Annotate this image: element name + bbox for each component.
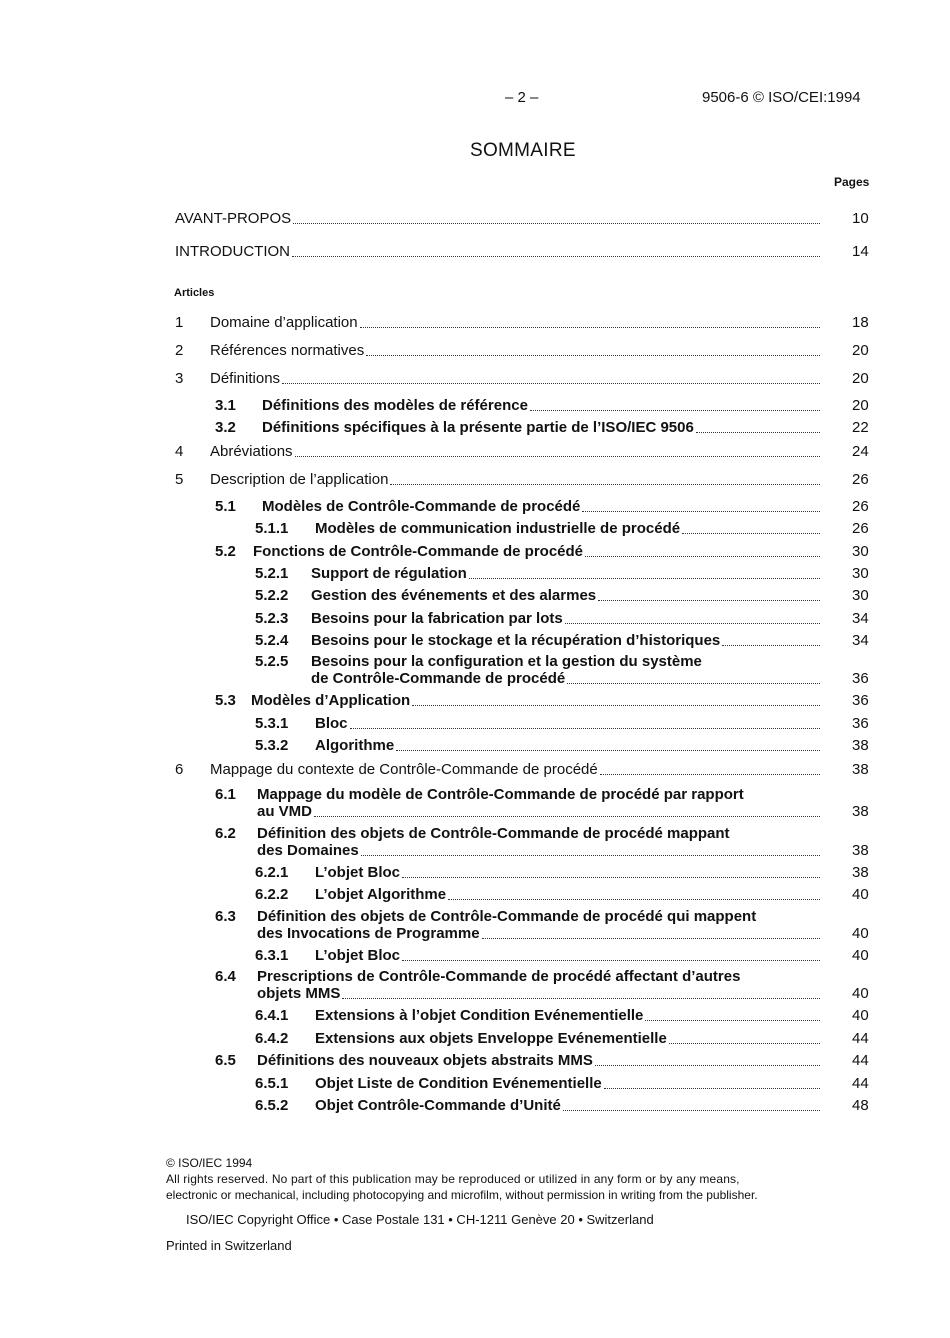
toc-entry-title: Algorithme [315, 737, 395, 754]
toc-entry-number: 6.2.2 [255, 886, 289, 903]
toc-entry[interactable] [0, 1097, 880, 1115]
dot-leader [567, 670, 820, 684]
toc-entry-page: 38 [852, 842, 869, 859]
toc-entry-number: 2 [175, 342, 184, 359]
dot-leader [292, 243, 820, 257]
toc-entry-page: 22 [852, 419, 869, 436]
toc-entry[interactable] [0, 419, 880, 437]
toc-entry-line [257, 968, 826, 986]
toc-entry-number: 5.2.5 [255, 653, 289, 670]
toc-entry-page: 14 [852, 243, 869, 260]
dot-leader [293, 210, 820, 224]
toc-entry-line [257, 908, 826, 926]
toc-entry-number: 6.2.1 [255, 864, 289, 881]
dot-leader [645, 1007, 820, 1021]
toc-entry-page: 30 [852, 565, 869, 582]
dot-leader [604, 1075, 820, 1089]
toc-entry-title: Prescriptions de Contrôle-Commande de procédé affectant d’autres [257, 968, 741, 985]
page-title: SOMMAIRE [470, 140, 576, 161]
toc-entry-page: 44 [852, 1030, 869, 1047]
toc-entry[interactable] [0, 737, 880, 755]
toc-entry-number: 5.3.2 [255, 737, 289, 754]
toc-entry-page: 44 [852, 1052, 869, 1069]
toc-entry[interactable] [0, 632, 880, 650]
toc-entry-page: 26 [852, 471, 869, 488]
toc-entry-number: 6.4.2 [255, 1030, 289, 1047]
dot-leader [595, 1052, 820, 1066]
toc-entry-title: Définitions des modèles de référence [262, 397, 528, 414]
toc-entry-title: Description de l’application [210, 471, 389, 488]
toc-entry-page: 10 [852, 210, 869, 227]
toc-entry-page: 38 [852, 761, 869, 778]
toc-entry-page: 40 [852, 925, 869, 942]
toc-entry-title: Extensions aux objets Enveloppe Evénementielle [315, 1030, 667, 1047]
dot-leader [396, 737, 820, 751]
toc-entry-line [257, 825, 826, 843]
toc-entry[interactable] [0, 1007, 880, 1025]
dot-leader [448, 886, 820, 900]
toc-entry-number: 6.5.2 [255, 1097, 289, 1114]
dot-leader [361, 842, 820, 856]
dot-leader [412, 692, 820, 706]
toc-entry-title-continued: objets MMS [257, 985, 341, 1002]
toc-entry-line [257, 786, 826, 804]
toc-entry-number: 5.2.2 [255, 587, 289, 604]
toc-entry[interactable] [0, 1075, 880, 1093]
toc-entry-page: 38 [852, 737, 869, 754]
toc-entry-number: 5.1.1 [255, 520, 289, 537]
toc-entry[interactable] [0, 886, 880, 904]
dot-leader [669, 1030, 820, 1044]
dot-leader [565, 610, 820, 624]
toc-entry-page: 38 [852, 864, 869, 881]
toc-entry-number: 1 [175, 314, 184, 331]
toc-entry-number: 5.2.3 [255, 610, 289, 627]
printed-in: Printed in Switzerland [166, 1238, 292, 1253]
toc-entry-page: 30 [852, 587, 869, 604]
toc-entry-title: Abréviations [210, 443, 293, 460]
dot-leader [563, 1097, 820, 1111]
toc-entry-title: AVANT-PROPOS [175, 210, 292, 227]
toc-entry[interactable] [0, 397, 880, 415]
toc-entry-page: 26 [852, 520, 869, 537]
dot-leader [598, 587, 820, 601]
toc-entry-title-continued: des Domaines [257, 842, 359, 859]
toc-entry-page: 20 [852, 342, 869, 359]
toc-entry-title: Besoins pour la configuration et la gestion du système [311, 653, 702, 670]
dot-leader [722, 632, 820, 646]
toc-entry-page: 44 [852, 1075, 869, 1092]
toc-entry-page: 20 [852, 397, 869, 414]
toc-entry-number: 3.2 [215, 419, 236, 436]
toc-entry-title: L’objet Bloc [315, 947, 401, 964]
dot-leader [682, 520, 820, 534]
toc-entry-page: 30 [852, 543, 869, 560]
dot-leader [582, 498, 820, 512]
toc-entry[interactable] [0, 443, 880, 461]
toc-entry[interactable] [0, 587, 880, 605]
dot-leader [600, 761, 820, 775]
toc-entry[interactable] [0, 543, 880, 561]
toc-entry[interactable] [0, 610, 880, 628]
toc-entry-number: 3 [175, 370, 184, 387]
toc-entry-title: Mappage du modèle de Contrôle-Commande de procédé par rapport [257, 786, 744, 803]
toc-entry-page: 40 [852, 947, 869, 964]
toc-entry-number: 6.4 [215, 968, 236, 985]
toc-entry[interactable] [0, 692, 880, 710]
rights-line-1: All rights reserved. No part of this publication may be reproduced or utilized in any form or by any means, [166, 1172, 740, 1186]
toc-entry-number: 5.2.1 [255, 565, 289, 582]
toc-entry-page: 36 [852, 692, 869, 709]
toc-entry[interactable] [0, 210, 880, 228]
toc-entry[interactable] [0, 1052, 880, 1070]
toc-entry-title-continued: de Contrôle-Commande de procédé [311, 670, 566, 687]
toc-entry-number: 5.3 [215, 692, 236, 709]
dot-leader [350, 715, 820, 729]
toc-entry[interactable] [0, 761, 880, 779]
toc-entry-page: 36 [852, 670, 869, 687]
toc-entry-title: Définition des objets de Contrôle-Commande de procédé qui mappent [257, 908, 757, 925]
toc-entry[interactable] [0, 314, 880, 332]
rights-line-2: electronic or mechanical, including photocopying and microfilm, without permission in writing from the publisher. [166, 1188, 758, 1202]
toc-entry-page: 40 [852, 886, 869, 903]
toc-entry-title: Objet Contrôle-Commande d’Unité [315, 1097, 561, 1114]
dot-leader [469, 565, 820, 579]
toc-entry-title: Modèles d’Application [251, 692, 411, 709]
toc-entry-number: 6.1 [215, 786, 236, 803]
toc-entry-page: 40 [852, 1007, 869, 1024]
toc-entry[interactable] [0, 864, 880, 882]
toc-entry-page: 36 [852, 715, 869, 732]
toc-entry-page: 48 [852, 1097, 869, 1114]
dot-leader [530, 397, 820, 411]
toc-entry-page: 40 [852, 985, 869, 1002]
dot-leader [366, 342, 820, 356]
pages-column-label: Pages [834, 175, 870, 189]
toc-entry-title: INTRODUCTION [175, 243, 290, 260]
toc-entry[interactable] [0, 1030, 880, 1048]
toc-entry-title: Support de régulation [311, 565, 467, 582]
toc-entry-number: 5 [175, 471, 184, 488]
dot-leader [390, 471, 820, 485]
dot-leader [360, 314, 820, 328]
toc-entry-number: 6.5.1 [255, 1075, 289, 1092]
toc-entry-title: Définitions spécifiques à la présente partie de l’ISO/IEC 9506 [262, 419, 694, 436]
document-reference: 9506-6 © ISO/CEI:1994 [702, 89, 861, 106]
dot-leader [314, 803, 820, 817]
toc-entry-number: 6 [175, 761, 184, 778]
toc-entry-title: Extensions à l’objet Condition Evénementielle [315, 1007, 644, 1024]
dot-leader [482, 925, 820, 939]
toc-entry[interactable] [0, 520, 880, 538]
articles-label: Articles [174, 287, 215, 299]
toc-entry-page: 18 [852, 314, 869, 331]
toc-entry-title: Définitions [210, 370, 281, 387]
toc-entry-title: Bloc [315, 715, 348, 732]
toc-entry-number: 6.2 [215, 825, 236, 842]
toc-entry-title: Définition des objets de Contrôle-Commande de procédé mappant [257, 825, 730, 842]
toc-entry-number: 6.5 [215, 1052, 236, 1069]
dot-leader [282, 370, 820, 384]
toc-entry-title: Domaine d’application [210, 314, 358, 331]
toc-entry-page: 34 [852, 632, 869, 649]
toc-entry[interactable] [0, 370, 880, 388]
toc-entry-title: Modèles de communication industrielle de procédé [315, 520, 681, 537]
toc-entry-number: 5.3.1 [255, 715, 289, 732]
toc-entry-title: Objet Liste de Condition Evénementielle [315, 1075, 602, 1092]
toc-entry[interactable] [0, 565, 880, 583]
toc-entry[interactable] [0, 471, 880, 489]
toc-entry-title: Modèles de Contrôle-Commande de procédé [262, 498, 581, 515]
toc-entry-page: 24 [852, 443, 869, 460]
toc-entry-number: 3.1 [215, 397, 236, 414]
dot-leader [585, 543, 820, 557]
toc-entry-title: Gestion des événements et des alarmes [311, 587, 597, 604]
toc-entry-title: Références normatives [210, 342, 365, 359]
toc-entry-page: 34 [852, 610, 869, 627]
toc-entry-number: 6.4.1 [255, 1007, 289, 1024]
toc-entry-number: 5.1 [215, 498, 236, 515]
toc-entry-number: 4 [175, 443, 184, 460]
toc-entry-title: Besoins pour la fabrication par lots [311, 610, 563, 627]
toc-entry-number: 6.3.1 [255, 947, 289, 964]
toc-entry-number: 6.3 [215, 908, 236, 925]
toc-entry-number: 5.2 [215, 543, 236, 560]
toc-entry-title: L’objet Bloc [315, 864, 401, 881]
toc-entry-title: Fonctions de Contrôle-Commande de procédé [253, 543, 584, 560]
toc-entry[interactable] [0, 715, 880, 733]
publisher-address: ISO/IEC Copyright Office • Case Postale 131 • CH-1211 Genève 20 • Switzerland [186, 1212, 654, 1227]
toc-entry[interactable] [0, 498, 880, 516]
toc-entry-title: Définitions des nouveaux objets abstraits MMS [257, 1052, 593, 1069]
copyright-notice: © ISO/IEC 1994 [166, 1156, 253, 1170]
dot-leader [402, 864, 820, 878]
dot-leader [295, 443, 820, 457]
dot-leader [342, 985, 820, 999]
toc-entry-title: L’objet Algorithme [315, 886, 447, 903]
toc-entry-title-continued: des Invocations de Programme [257, 925, 480, 942]
toc-entry-number: 5.2.4 [255, 632, 289, 649]
toc-entry[interactable] [0, 243, 880, 261]
toc-entry[interactable] [0, 947, 880, 965]
toc-entry-title: Besoins pour le stockage et la récupération d’historiques [311, 632, 721, 649]
toc-entry-page: 20 [852, 370, 869, 387]
toc-entry[interactable] [0, 342, 880, 360]
page-number: – 2 – [505, 89, 539, 106]
toc-entry-title: Mappage du contexte de Contrôle-Commande de procédé [210, 761, 598, 778]
dot-leader [402, 947, 820, 961]
toc-entry-title-continued: au VMD [257, 803, 313, 820]
toc-entry-page: 38 [852, 803, 869, 820]
dot-leader [696, 419, 820, 433]
toc-entry-line [311, 653, 826, 671]
toc-entry-page: 26 [852, 498, 869, 515]
